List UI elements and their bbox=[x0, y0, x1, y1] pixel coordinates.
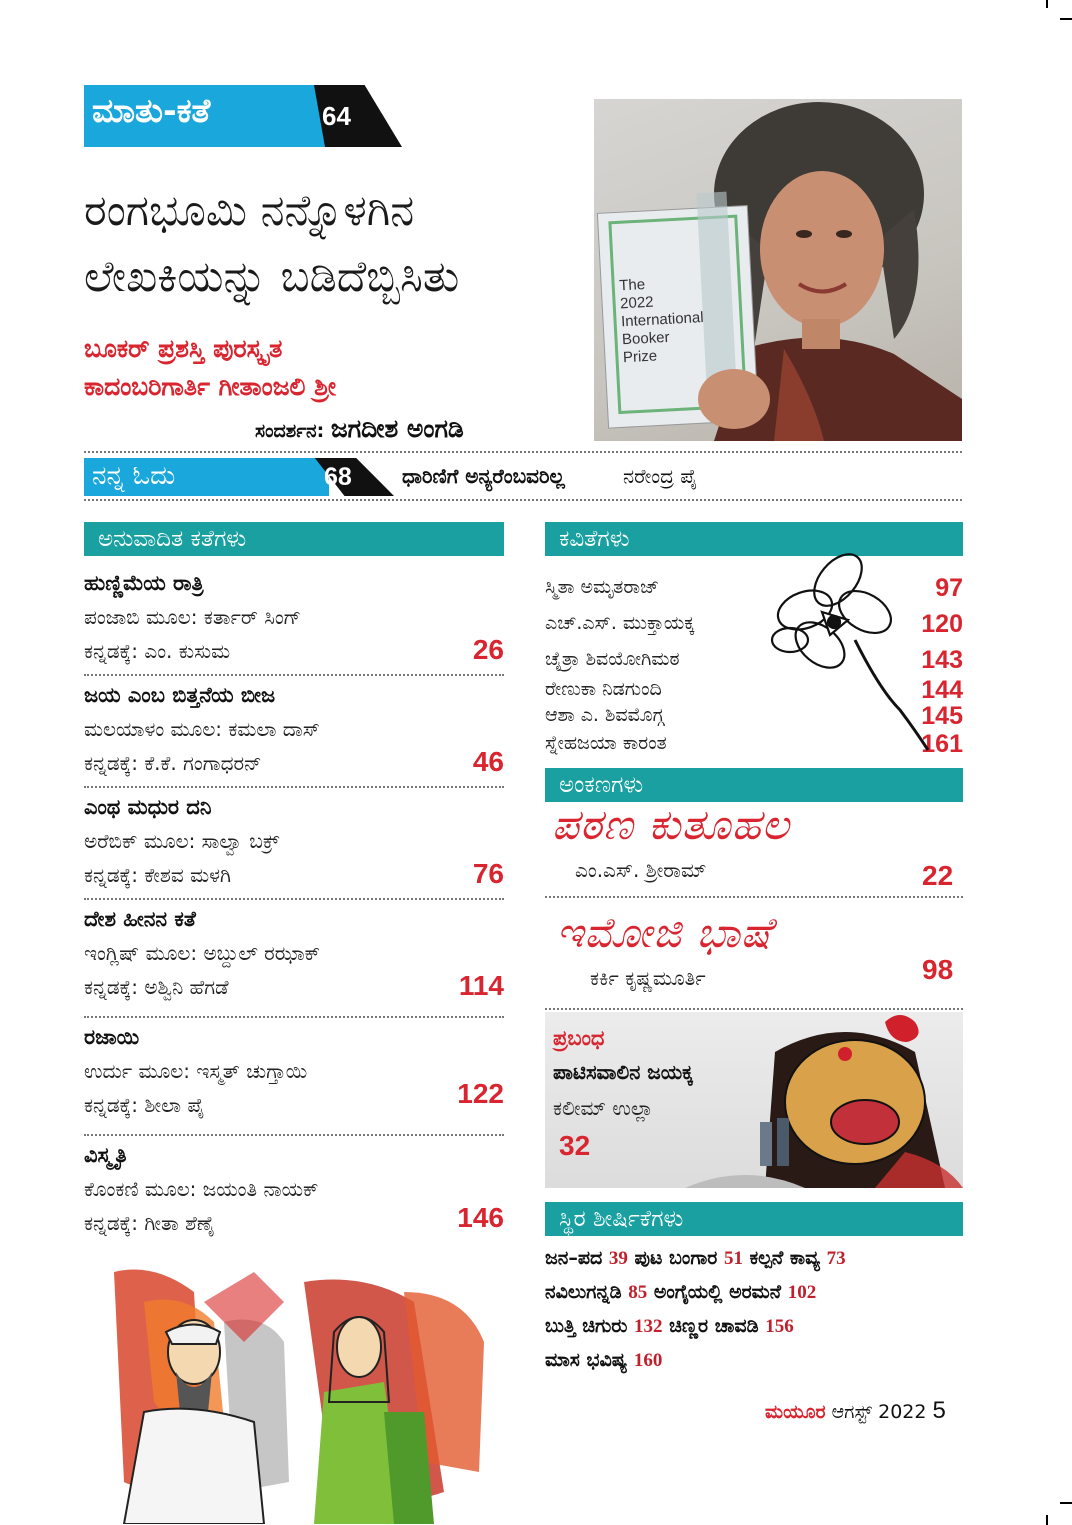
poem-page: 145 bbox=[921, 702, 963, 730]
story-page: 76 bbox=[472, 858, 504, 889]
divider bbox=[84, 1134, 504, 1136]
regular-title: ಜನ–ಪದ bbox=[545, 1247, 603, 1269]
story-origin: ಮಲಯಾಳಂ ಮೂಲ: ಕಮಲಾ ದಾಸ್ bbox=[84, 717, 320, 741]
story-page: 146 bbox=[457, 1202, 504, 1233]
essay-feature bbox=[545, 1012, 963, 1188]
svg-text:Prize: Prize bbox=[622, 347, 658, 367]
story-translator: ಕನ್ನಡಕ್ಕೆ: ಎಂ. ಕುಸುಮ bbox=[84, 639, 231, 663]
columns-header: ಅಂಕಣಗಳು bbox=[545, 768, 963, 802]
regulars-header: ಸ್ಥಿರ ಶೀರ್ಷಿಕೆಗಳು bbox=[545, 1202, 963, 1236]
story-page: 46 bbox=[472, 746, 504, 777]
svg-text:Booker: Booker bbox=[621, 328, 670, 349]
poem-page: 144 bbox=[921, 676, 963, 704]
story-item bbox=[84, 678, 504, 780]
poet-name: ಎಚ್.ಎಸ್. ಮುಕ್ತಾಯಕ್ಕ bbox=[545, 612, 695, 634]
magazine-name: ಮಯೂರ bbox=[765, 1401, 826, 1423]
crop-mark bbox=[1060, 18, 1072, 20]
regular-title: ನವಿಲುಗನ್ನಡಿ bbox=[545, 1281, 622, 1303]
regulars-line bbox=[545, 1241, 965, 1275]
story-title: ದೇಶ ಹೀನನ ಕತೆ bbox=[84, 907, 196, 931]
regular-page: 156 bbox=[765, 1316, 794, 1337]
issue-year: 2022 bbox=[878, 1401, 927, 1423]
story-title: ಹುಣ್ಣಿಮೆಯ ರಾತ್ರಿ bbox=[84, 571, 204, 595]
story-origin: ಇಂಗ್ಲಿಷ್ ಮೂಲ: ಅಬ್ದುಲ್ ರಝಾಕ್ bbox=[84, 941, 321, 965]
svg-text:The: The bbox=[618, 276, 646, 295]
crop-mark bbox=[1060, 1502, 1072, 1504]
column-author: ಕರ್ಕಿ ಕೃಷ್ಣಮೂರ್ತಿ bbox=[590, 966, 706, 990]
story-title: ರಜಾಯಿ bbox=[84, 1025, 140, 1049]
divider bbox=[84, 786, 504, 788]
feature-title-line1: ರಂಗಭೂಮಿ ನನ್ನೊಳಗಿನ bbox=[84, 186, 415, 236]
story-translator: ಕನ್ನಡಕ್ಕೆ: ಕೆ.ಕೆ. ಗಂಗಾಧರನ್ bbox=[84, 751, 262, 775]
page-footer bbox=[765, 1397, 946, 1425]
divider bbox=[545, 1008, 963, 1010]
nanna-odu-title: ಧಾರಿಣಿಗೆ ಅನ್ಯರೆಂಬವರಿಲ್ಲ bbox=[402, 464, 565, 488]
regular-page: 132 bbox=[634, 1316, 663, 1337]
poet-name: ಚೈತ್ರಾ ಶಿವಯೋಗಿಮಠ bbox=[545, 648, 680, 670]
story-page: 122 bbox=[457, 1078, 504, 1109]
svg-text:2022: 2022 bbox=[619, 293, 654, 313]
page-number: 5 bbox=[932, 1397, 946, 1424]
poet-name: ಸ್ಮಿತಾ ಅಮೃತರಾಜ್ bbox=[545, 576, 660, 598]
story-translator: ಕನ್ನಡಕ್ಕೆ: ಕೇಶವ ಮಳಗಿ bbox=[84, 863, 231, 887]
story-origin: ಅರೆಬಿಕ್ ಮೂಲ: ಸಾಲ್ವಾ ಬಕ್ರ್ bbox=[84, 829, 280, 853]
feature-subtitle-line2: ಕಾದಂಬರಿಗಾರ್ತಿ ಗೀತಾಂಜಲಿ ಶ್ರೀ bbox=[84, 372, 337, 401]
story-origin: ಕೊಂಕಣಿ ಮೂಲ: ಜಯಂತಿ ನಾಯಕ್ bbox=[84, 1177, 319, 1201]
interviewer-name: ಜಗದೀಶ ಅಂಗಡಿ bbox=[330, 414, 464, 443]
column-page: 98 bbox=[922, 954, 954, 985]
feature-subtitle-line1: ಬೂಕರ್ ಪ್ರಶಸ್ತಿ ಪುರಸ್ಕೃತ bbox=[84, 334, 283, 363]
regular-title: ಬುತ್ತಿ ಚಿಗುರು bbox=[545, 1315, 628, 1337]
regular-page: 39 bbox=[608, 1248, 628, 1269]
crop-mark bbox=[1046, 1515, 1048, 1525]
regulars-line bbox=[545, 1343, 965, 1377]
story-page: 26 bbox=[472, 634, 504, 665]
divider bbox=[545, 896, 963, 898]
regular-title: ಅಂಗೈಯಲ್ಲಿ ಅರಮನೆ bbox=[653, 1281, 782, 1303]
story-page: 114 bbox=[458, 970, 504, 1001]
feature-tag bbox=[84, 85, 402, 147]
regular-page: 102 bbox=[787, 1282, 817, 1303]
essay-page: 32 bbox=[559, 1130, 591, 1161]
svg-text:International: International bbox=[620, 309, 705, 331]
nanna-odu-tag bbox=[84, 458, 394, 496]
divider bbox=[84, 674, 504, 676]
nanna-odu-author: ನರೇಂದ್ರ ಪೈ bbox=[623, 464, 698, 488]
column-title: ಪಠಣ ಕುತೂಹಲ bbox=[552, 800, 790, 849]
feature-page-number: 64 bbox=[322, 101, 351, 131]
regular-page: 51 bbox=[723, 1248, 743, 1269]
author-photo bbox=[594, 99, 962, 441]
essay-author: ಕಲೀಮ್ ಉಲ್ಲಾ bbox=[553, 1096, 654, 1120]
column-title: ಇಮೋಜಿ ಭಾಷೆ bbox=[556, 908, 773, 957]
interview-label: ಸಂದರ್ಶನ: bbox=[255, 420, 325, 442]
story-translator: ಕನ್ನಡಕ್ಕೆ: ಅಶ್ವಿನಿ ಹೆಗಡೆ bbox=[84, 975, 229, 999]
regular-title: ಪುಟ ಬಂಗಾರ bbox=[634, 1247, 718, 1269]
story-item bbox=[84, 790, 504, 892]
story-origin: ಉರ್ದು ಮೂಲ: ಇಸ್ಮತ್ ಚುಗ್ತಾಯಿ bbox=[84, 1059, 308, 1083]
feature-tag-label: ಮಾತು-ಕತೆ bbox=[92, 91, 211, 130]
column-page: 22 bbox=[922, 860, 954, 891]
regular-page: 160 bbox=[633, 1350, 663, 1371]
essay-label: ಪ್ರಬಂಧ bbox=[553, 1026, 605, 1050]
regular-title: ಕಲ್ಪನೆ ಕಾವ್ಯ bbox=[749, 1247, 820, 1269]
poet-name: ರೇಣುಕಾ ನಿಡಗುಂದಿ bbox=[545, 678, 662, 700]
divider bbox=[84, 898, 504, 900]
story-origin: ಪಂಜಾಬಿ ಮೂಲ: ಕರ್ತಾರ್ ಸಿಂಗ್ bbox=[84, 605, 302, 629]
regulars-line bbox=[545, 1309, 965, 1343]
regulars-line bbox=[545, 1275, 965, 1309]
poet-name: ಆಶಾ ಎ. ಶಿವಮೊಗ್ಗ bbox=[545, 704, 665, 726]
divider bbox=[84, 499, 962, 501]
story-illustration bbox=[84, 1262, 502, 1524]
author-portrait-illustration bbox=[594, 99, 962, 441]
poem-page: 97 bbox=[935, 574, 963, 602]
essay-title: ಪಾಟಿಸವಾಲಿನ ಜಯಕ್ಕ bbox=[553, 1060, 694, 1084]
poem-page: 120 bbox=[921, 610, 963, 638]
nanna-odu-page: 68 bbox=[324, 463, 352, 491]
regular-title: ಮಾಸ ಭವಿಷ್ಯ bbox=[545, 1349, 628, 1371]
painted-figures-illustration bbox=[84, 1262, 502, 1524]
poems-header: ಕವಿತೆಗಳು bbox=[545, 522, 963, 556]
poem-page: 143 bbox=[921, 646, 963, 674]
story-title: ವಿಸ್ಮೃತಿ bbox=[84, 1143, 127, 1167]
poet-name: ಸ್ನೇಹಜಯಾ ಕಾರಂತ bbox=[545, 732, 667, 754]
story-title: ಎಂಥ ಮಧುರ ದನಿ bbox=[84, 795, 212, 819]
divider bbox=[84, 451, 962, 453]
feature-subtitle bbox=[84, 330, 564, 406]
story-item bbox=[84, 566, 504, 668]
story-item bbox=[84, 1138, 504, 1240]
flower-sketch-icon bbox=[760, 540, 935, 755]
regular-page: 85 bbox=[628, 1282, 648, 1303]
nanna-odu-label: ನನ್ನ ಓದು bbox=[92, 461, 176, 491]
feature-title-line2: ಲೇಖಕಿಯನ್ನು ಬಡಿದೆಬ್ಬಿಸಿತು bbox=[84, 252, 460, 302]
regular-title: ಚಿಣ್ಣರ ಚಾವಡಿ bbox=[669, 1315, 759, 1337]
story-title: ಜಯ ಎಂಬ ಬಿತ್ತನೆಯ ಬೀಜ bbox=[84, 683, 276, 707]
story-item bbox=[84, 902, 504, 1004]
divider bbox=[84, 1016, 504, 1018]
crop-mark bbox=[1046, 0, 1048, 8]
poem-page: 161 bbox=[921, 730, 963, 758]
feature-interviewer bbox=[255, 414, 565, 444]
feature-title bbox=[84, 178, 584, 310]
regular-page: 73 bbox=[826, 1248, 846, 1269]
translated-stories-header: ಅನುವಾದಿತ ಕತೆಗಳು bbox=[84, 522, 504, 556]
story-item bbox=[84, 1020, 504, 1122]
story-translator: ಕನ್ನಡಕ್ಕೆ: ಶೀಲಾ ಪೈ bbox=[84, 1093, 205, 1117]
issue-month: ಆಗಸ್ಟ್ bbox=[831, 1401, 873, 1423]
column-author: ಎಂ.ಎಸ್. ಶ್ರೀರಾಮ್ bbox=[575, 858, 707, 882]
story-translator: ಕನ್ನಡಕ್ಕೆ: ಗೀತಾ ಶೆಣೈ bbox=[84, 1211, 215, 1235]
